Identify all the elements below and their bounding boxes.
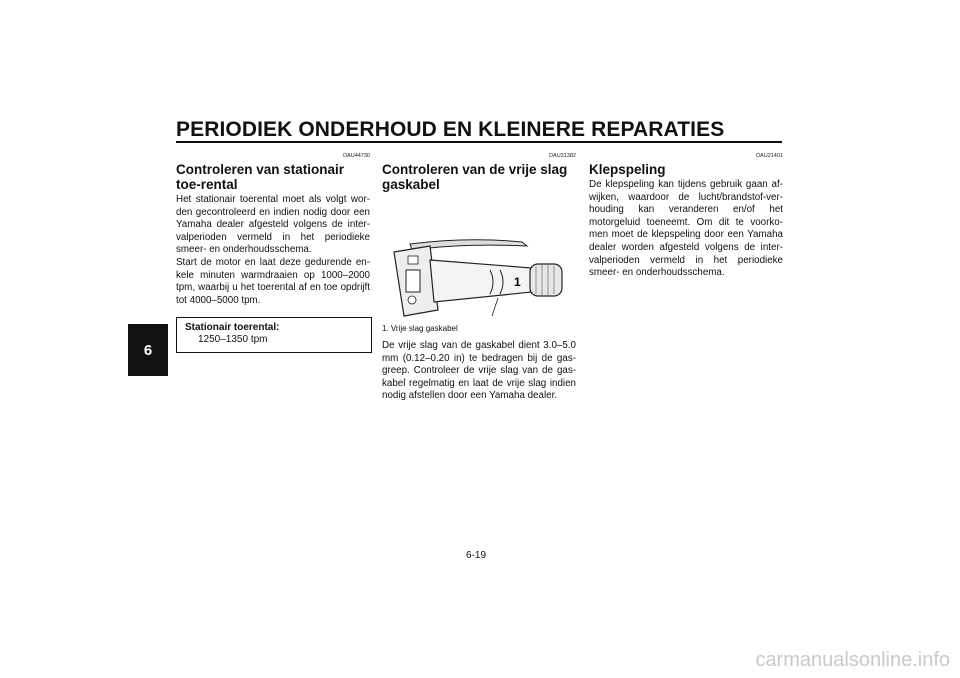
chapter-tab: 6 bbox=[128, 324, 168, 376]
column-valve-clearance bbox=[589, 152, 783, 280]
watermark: carmanualsonline.info bbox=[755, 649, 950, 671]
section-code: DAU44730 bbox=[343, 153, 370, 159]
column-throttle-cable bbox=[382, 152, 576, 403]
section-code: DAU21382 bbox=[549, 153, 576, 159]
spec-value: 1250–1350 tpm bbox=[198, 334, 268, 346]
figure-callout: 1 bbox=[514, 275, 521, 289]
section-code: DAU21401 bbox=[756, 153, 783, 159]
paragraph: De klepspeling kan tijdens gebruik gaan af-wijken, waardoor de lucht/brandstof-ver-houding kan veranderen en/of het motorgeluid toeneemt. Om dit te voorko-men moet de klepspeling door een Yamaha dealer worden afgesteld volgens de inter-valperioden vermeld in het periodieke smeer- en onderhoudsschema. bbox=[589, 179, 783, 279]
title-rule bbox=[176, 141, 782, 143]
page-number: 6-19 bbox=[466, 550, 487, 561]
column-idle-speed bbox=[176, 152, 370, 353]
spec-label: Stationair toerental: bbox=[185, 322, 280, 334]
spec-box bbox=[176, 317, 372, 353]
paragraph: Start de motor en laat deze gedurende en-kele minuten warmdraaien op 1000–2000 tpm, waarbij u het toerental af en toe opdrijft tot 4000–5000 tpm. bbox=[176, 256, 370, 306]
throttle-grip-illustration bbox=[382, 200, 576, 320]
paragraph: De vrije slag van de gaskabel dient 3.0–5.0 mm (0.12–0.20 in) te bedragen bij de gas-greep. Controleer de vrije slag van de gas-kabel regelmatig en laat de vrije slag indien nodig afstellen door een Yamaha dealer. bbox=[382, 340, 576, 402]
throttle-grip-figure bbox=[382, 200, 576, 320]
page-title: PERIODIEK ONDERHOUD EN KLEINERE REPARATIES bbox=[176, 118, 725, 141]
paragraph: Het stationair toerental moet als volgt wor-den gecontroleerd en indien nodig door een Yamaha dealer afgesteld volgens de inter-valperioden vermeld in het periodieke smeer- en onderhoudsschema. bbox=[176, 194, 370, 256]
figure-caption: 1. Vrije slag gaskabel bbox=[382, 324, 458, 333]
section-heading: Klepspeling bbox=[589, 162, 666, 177]
section-heading: Controleren van de vrije slag gaskabel bbox=[382, 162, 568, 192]
section-heading: Controleren van stationair toe-rental bbox=[176, 162, 345, 192]
